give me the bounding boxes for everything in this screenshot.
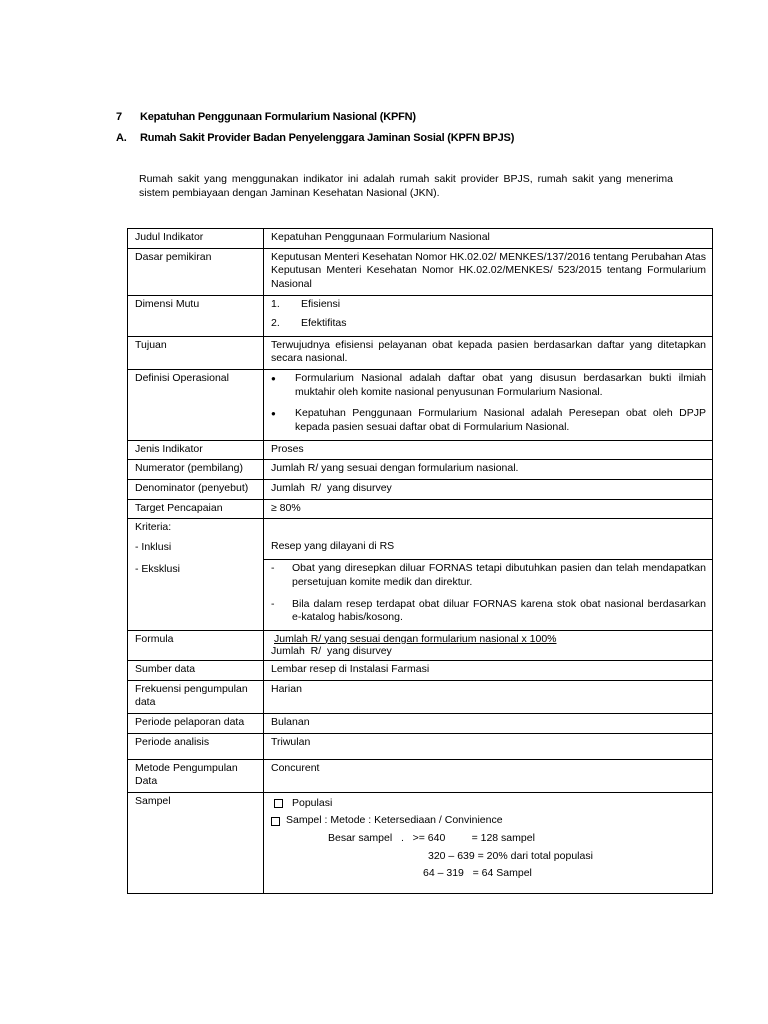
row-value: Bulanan	[264, 713, 713, 733]
list-item: - Bila dalam resep terdapat obat diluar FORNAS karena stok obat nasional berdasarkan e-katalog habis/kosong.	[271, 597, 706, 624]
section-title: Kepatuhan Penggunaan Formularium Nasional (KPFN)	[140, 111, 416, 123]
row-label: Definisi Operasional	[128, 370, 264, 441]
table-row	[128, 229, 713, 249]
table-row	[128, 660, 713, 680]
table-row	[128, 370, 713, 441]
row-value: Jumlah R/ yang sesuai dengan formularium nasional.	[264, 460, 713, 480]
sampel-size-line: 320 – 639 = 20% dari total populasi	[428, 849, 593, 862]
row-value: Lembar resep di Instalasi Farmasi	[264, 660, 713, 680]
table-row	[128, 733, 713, 759]
row-value: Harian	[264, 680, 713, 713]
table-row	[128, 499, 713, 519]
table-row	[128, 460, 713, 480]
row-value: Keputusan Menteri Kesehatan Nomor HK.02.02/ MENKES/137/2016 tentang Perubahan Atas Keputusan Menteri Kesehatan Nomor HK.02.02/MENKES/ 523/2015 tentang Formularium Nasional	[264, 248, 713, 295]
list-item: ● Kepatuhan Penggunaan Formularium Nasional adalah Peresepan obat oleh DPJP kepada pasien sesuai daftar obat di Formularium Nasional.	[271, 407, 706, 434]
row-label: Sampel	[128, 792, 264, 893]
row-value: Triwulan	[264, 733, 713, 759]
bullet-list	[271, 372, 706, 435]
indicator-table	[127, 228, 713, 894]
row-label: Periode analisis	[128, 733, 264, 759]
row-label: Periode pelaporan data	[128, 713, 264, 733]
row-label: Jenis Indikator	[128, 440, 264, 460]
sampel-size-line: Besar sampel . >= 640 = 128 sampel	[328, 832, 535, 845]
table-row	[128, 713, 713, 733]
row-value: Terwujudnya efisiensi pelayanan obat kepada pasien berdasarkan daftar yang ditetapkan secara nasional.	[264, 336, 713, 369]
subsection-letter: A.	[116, 132, 127, 144]
table-row	[128, 792, 713, 893]
row-value	[264, 792, 713, 893]
formula-denominator: Jumlah R/ yang disurvey	[271, 644, 392, 657]
sampel-size-line: 64 – 319 = 64 Sampel	[423, 867, 532, 880]
row-value	[264, 370, 713, 441]
inklusi-value: Resep yang dilayani di RS	[271, 540, 395, 553]
table-row	[128, 248, 713, 295]
table-row	[128, 680, 713, 713]
section-number: 7	[116, 111, 122, 123]
row-label: Numerator (pembilang)	[128, 460, 264, 480]
row-label: Metode Pengumpulan Data	[128, 759, 264, 792]
row-label: Sumber data	[128, 660, 264, 680]
bullet-icon: ●	[271, 409, 276, 419]
row-value: Kepatuhan Penggunaan Formularium Nasional	[264, 229, 713, 249]
kriteria-label: Kriteria:	[135, 521, 172, 534]
row-value: ≥ 80%	[264, 499, 713, 519]
row-label: Dimensi Mutu	[128, 295, 264, 336]
list-item: 2. Efektifitas	[271, 317, 347, 330]
list-item: ● Formularium Nasional adalah daftar obat yang disusun berdasarkan bukti ilmiah muktahir oleh komite nasional penyusunan Formularium Nasional.	[271, 372, 706, 398]
row-label: Formula	[128, 630, 264, 660]
intro-paragraph: Rumah sakit yang menggunakan indikator ini adalah rumah sakit provider BPJS, rumah sakit yang menerima sistem pembiayaan dengan Jaminan Kesehatan Nasional (JKN).	[139, 173, 673, 199]
row-value	[264, 295, 713, 336]
table-row	[128, 630, 713, 660]
checkbox-icon	[274, 799, 283, 808]
row-label	[128, 519, 264, 631]
table-row	[128, 519, 713, 631]
row-label: Judul Indikator	[128, 229, 264, 249]
row-value: Proses	[264, 440, 713, 460]
table-row	[128, 759, 713, 792]
bullet-icon: ●	[271, 374, 276, 384]
sampel-option-populasi: Populasi	[271, 797, 706, 811]
row-label: Denominator (penyebut)	[128, 479, 264, 499]
list-item: - Obat yang diresepkan diluar FORNAS tetapi dibutuhkan pasien dan telah mendapatkan persetujuan komite medik dan direktur.	[271, 562, 706, 588]
eksklusi-list	[264, 559, 712, 630]
row-label: Frekuensi pengumpulan data	[128, 680, 264, 713]
row-value	[264, 519, 713, 631]
row-value: Jumlah R/ yang disurvey	[264, 479, 713, 499]
subsection-heading	[116, 131, 514, 145]
table-row	[128, 336, 713, 369]
formula-numerator: Jumlah R/ yang sesuai dengan formularium nasional x 100%	[274, 632, 557, 645]
row-label: Tujuan	[128, 336, 264, 369]
table-row	[128, 479, 713, 499]
table-row	[128, 295, 713, 336]
sampel-option-sampel: Sampel : Metode : Ketersediaan / Convinience	[268, 814, 706, 828]
section-heading	[116, 110, 416, 124]
numbered-list	[271, 298, 706, 331]
list-item: 1. Efisiensi	[271, 297, 341, 310]
eksklusi-label: - Eksklusi	[135, 562, 180, 575]
row-value	[264, 630, 713, 660]
row-label: Target Pencapaian	[128, 499, 264, 519]
row-label: Dasar pemikiran	[128, 248, 264, 295]
inklusi-label: - Inklusi	[135, 540, 172, 553]
checkbox-icon	[271, 817, 280, 826]
row-value: Concurent	[264, 759, 713, 792]
table-row	[128, 440, 713, 460]
subsection-title: Rumah Sakit Provider Badan Penyelenggara Jaminan Sosial (KPFN BPJS)	[140, 132, 515, 144]
